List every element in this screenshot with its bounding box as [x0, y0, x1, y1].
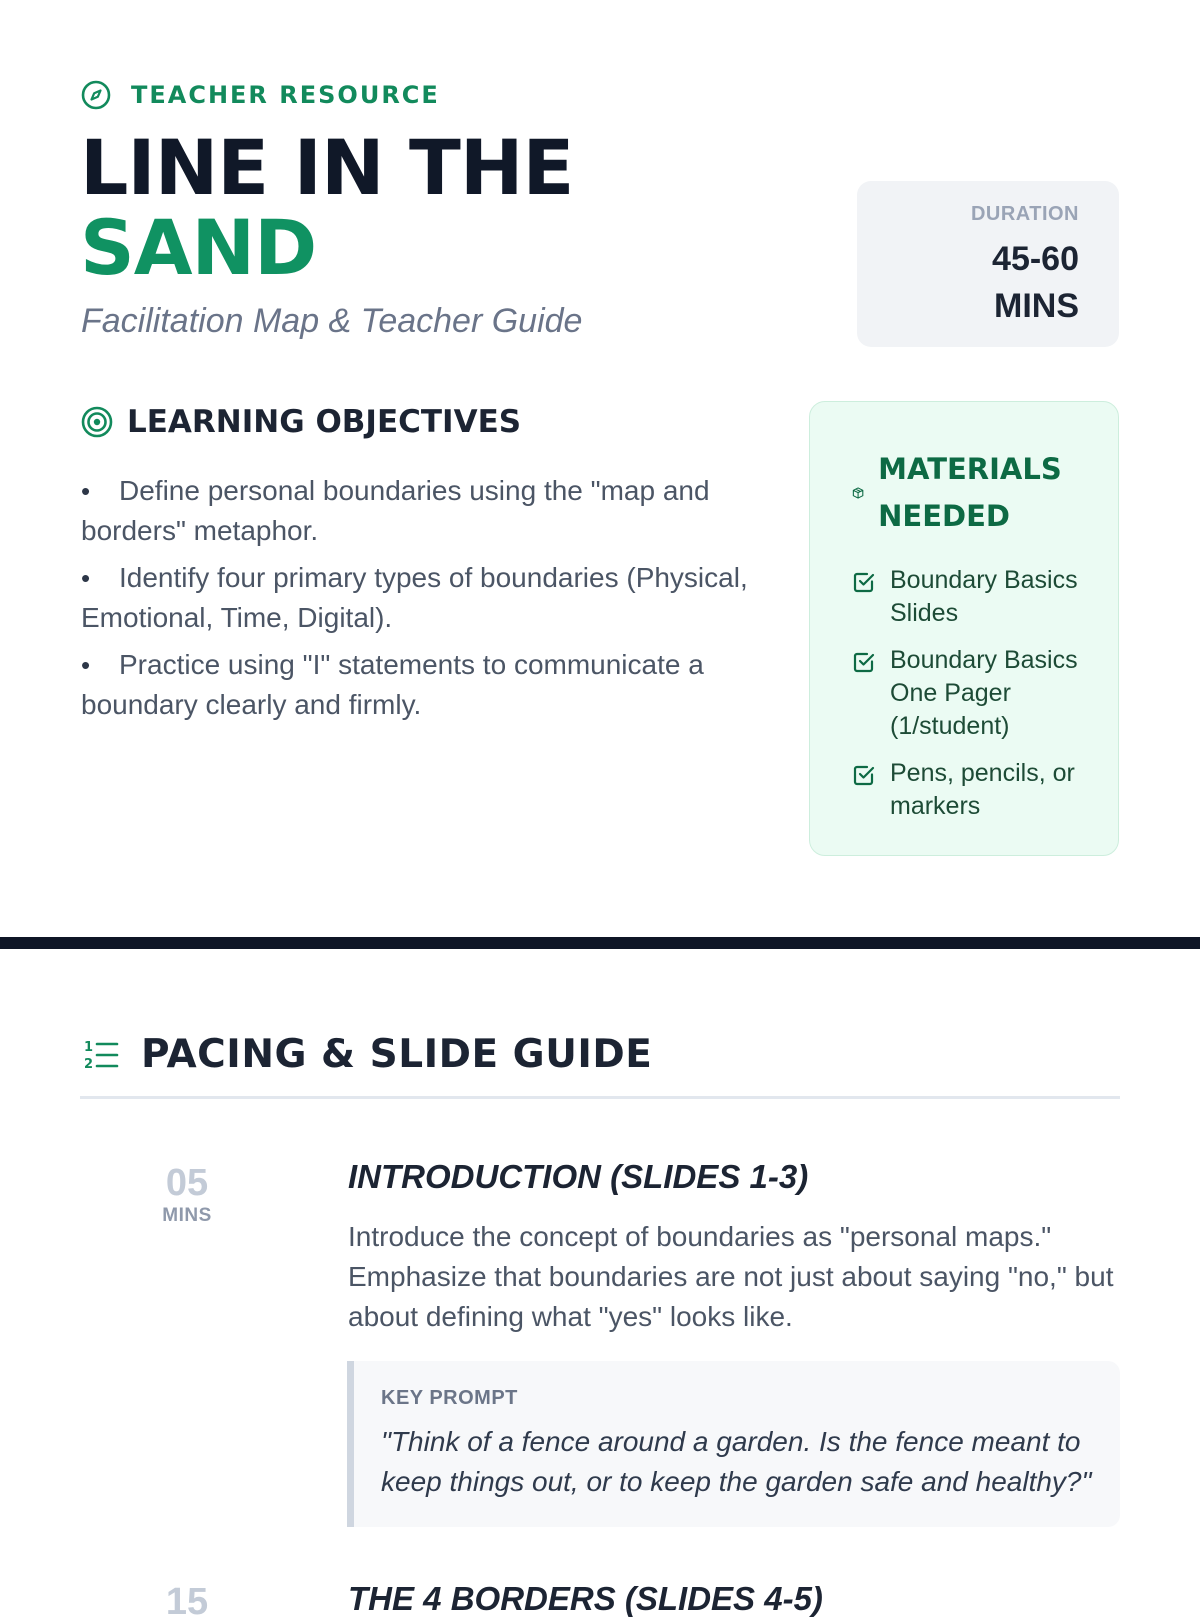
materials-item-label: Pens, pencils, or markers: [890, 759, 1075, 820]
materials-item-label: Boundary Basics One Pager (1/student): [890, 646, 1078, 740]
objectives-header: [81, 404, 521, 440]
title-line-1: LINE IN THE: [80, 123, 574, 212]
objective-item: • Practice using "I" statements to communicate a boundary clearly and firmly.: [81, 645, 781, 725]
step-time: [137, 1161, 237, 1227]
key-prompt-label: KEY PROMPT: [381, 1387, 518, 1409]
target-icon: [81, 406, 113, 438]
materials-item: [852, 757, 1098, 823]
pacing-rule: [80, 1096, 1120, 1099]
checkbox-checked-icon: [852, 570, 876, 594]
materials-item: [852, 644, 1098, 743]
objective-item: • Define personal boundaries using the "map and borders" metaphor.: [81, 471, 781, 551]
objectives-list: [81, 471, 781, 732]
duration-value-line-2: MINS: [994, 287, 1079, 325]
duration-card: [857, 181, 1119, 347]
materials-title: MATERIALS NEEDED: [878, 452, 1062, 533]
duration-value-line-1: 45-60: [992, 240, 1079, 278]
svg-text:1: 1: [84, 1039, 94, 1055]
materials-header: [852, 446, 1098, 540]
section-divider: [0, 937, 1200, 949]
page-subtitle: Facilitation Map & Teacher Guide: [81, 302, 583, 340]
key-prompt-text: "Think of a fence around a garden. Is the fence meant to keep things out, or to keep the garden safe and healthy?": [381, 1426, 1092, 1497]
materials-card: [809, 401, 1119, 856]
checkbox-checked-icon: [852, 650, 876, 674]
step-minutes-unit: MINS: [162, 1205, 212, 1226]
svg-text:2: 2: [84, 1056, 94, 1072]
key-prompt-box: [347, 1361, 1120, 1527]
eyebrow: [81, 80, 440, 110]
step-title: INTRODUCTION (SLIDES 1-3): [348, 1158, 809, 1195]
materials-list: [852, 564, 1098, 823]
step-minutes: 05: [165, 1162, 209, 1204]
pacing-header: [83, 1032, 652, 1077]
duration-label: DURATION: [970, 203, 1079, 225]
eyebrow-label: TEACHER RESOURCE: [131, 81, 440, 109]
box-icon: [852, 484, 864, 502]
page-title: [80, 123, 574, 292]
ordered-list-icon: [83, 1038, 119, 1072]
pacing-title: PACING & SLIDE GUIDE: [141, 1032, 653, 1077]
title-line-2: SAND: [80, 203, 317, 292]
compass-icon: [81, 80, 111, 110]
step-time: [137, 1580, 237, 1624]
materials-item: [852, 564, 1098, 630]
step-description: Introduce the concept of boundaries as "personal maps." Emphasize that boundaries are not just about saying "no," but about defining what "yes" looks like.: [348, 1221, 1114, 1332]
step-minutes: 15: [165, 1581, 209, 1623]
objective-item: • Identify four primary types of boundaries (Physical, Emotional, Time, Digital).: [81, 558, 781, 638]
materials-item-label: Boundary Basics Slides: [890, 566, 1078, 627]
checkbox-checked-icon: [852, 763, 876, 787]
duration-value: [857, 236, 1079, 330]
step-title: THE 4 BORDERS (SLIDES 4-5): [348, 1580, 823, 1617]
objectives-title: LEARNING OBJECTIVES: [127, 404, 522, 440]
